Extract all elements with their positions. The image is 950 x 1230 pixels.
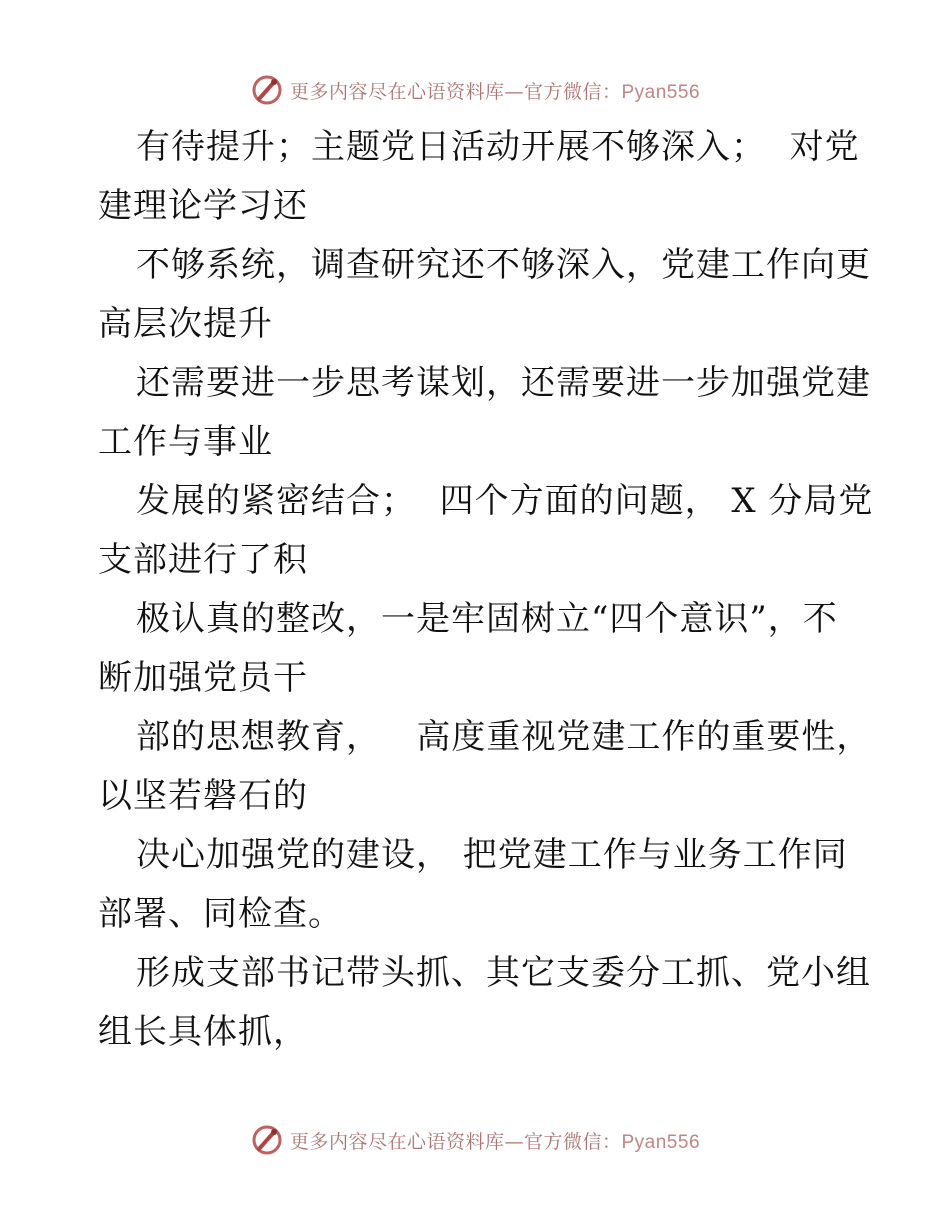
- header-watermark: [0, 70, 950, 110]
- text-line: 部署、同检查。: [98, 894, 343, 934]
- text-line: 还需要进一步思考谋划，还需要进一步加强党建: [136, 363, 871, 403]
- text-line: 形成支部书记带头抓、其它支委分工抓、党小组: [136, 953, 871, 993]
- watermark-text: 更多内容尽在心语资料库—官方微信：Pyan556: [289, 80, 701, 103]
- text-line: 支部进行了积: [98, 540, 308, 580]
- document-body: [98, 118, 874, 1062]
- text-line: 以坚若磐石的: [98, 776, 308, 816]
- brush-circle-logo-icon: [250, 1123, 284, 1157]
- text-line: 不够系统，调查研究还不够深入，党建工作向更: [136, 245, 871, 285]
- text-line: 组长具体抓，: [98, 1012, 308, 1052]
- text-line: 工作与事业: [98, 422, 273, 462]
- brush-circle-logo-icon: [250, 73, 284, 107]
- text-line: 决心加强党的建设， 把党建工作与业务工作同: [136, 835, 848, 875]
- text-line: 极认真的整改，一是牢固树立“四个意识”，不: [136, 599, 838, 639]
- footer-watermark: [0, 1120, 950, 1160]
- text-line: 发展的紧密结合； 四个方面的问题， X 分局党: [136, 481, 874, 521]
- watermark-text: 更多内容尽在心语资料库—官方微信：Pyan556: [289, 1130, 701, 1153]
- text-line: 部的思想教育， 高度重视党建工作的重要性，: [136, 717, 872, 757]
- text-line: 有待提升；主题党日活动开展不够深入； 对党: [136, 127, 860, 167]
- text-line: 建理论学习还: [98, 186, 308, 226]
- text-line: 高层次提升: [98, 304, 273, 344]
- text-line: 断加强党员干: [98, 658, 308, 698]
